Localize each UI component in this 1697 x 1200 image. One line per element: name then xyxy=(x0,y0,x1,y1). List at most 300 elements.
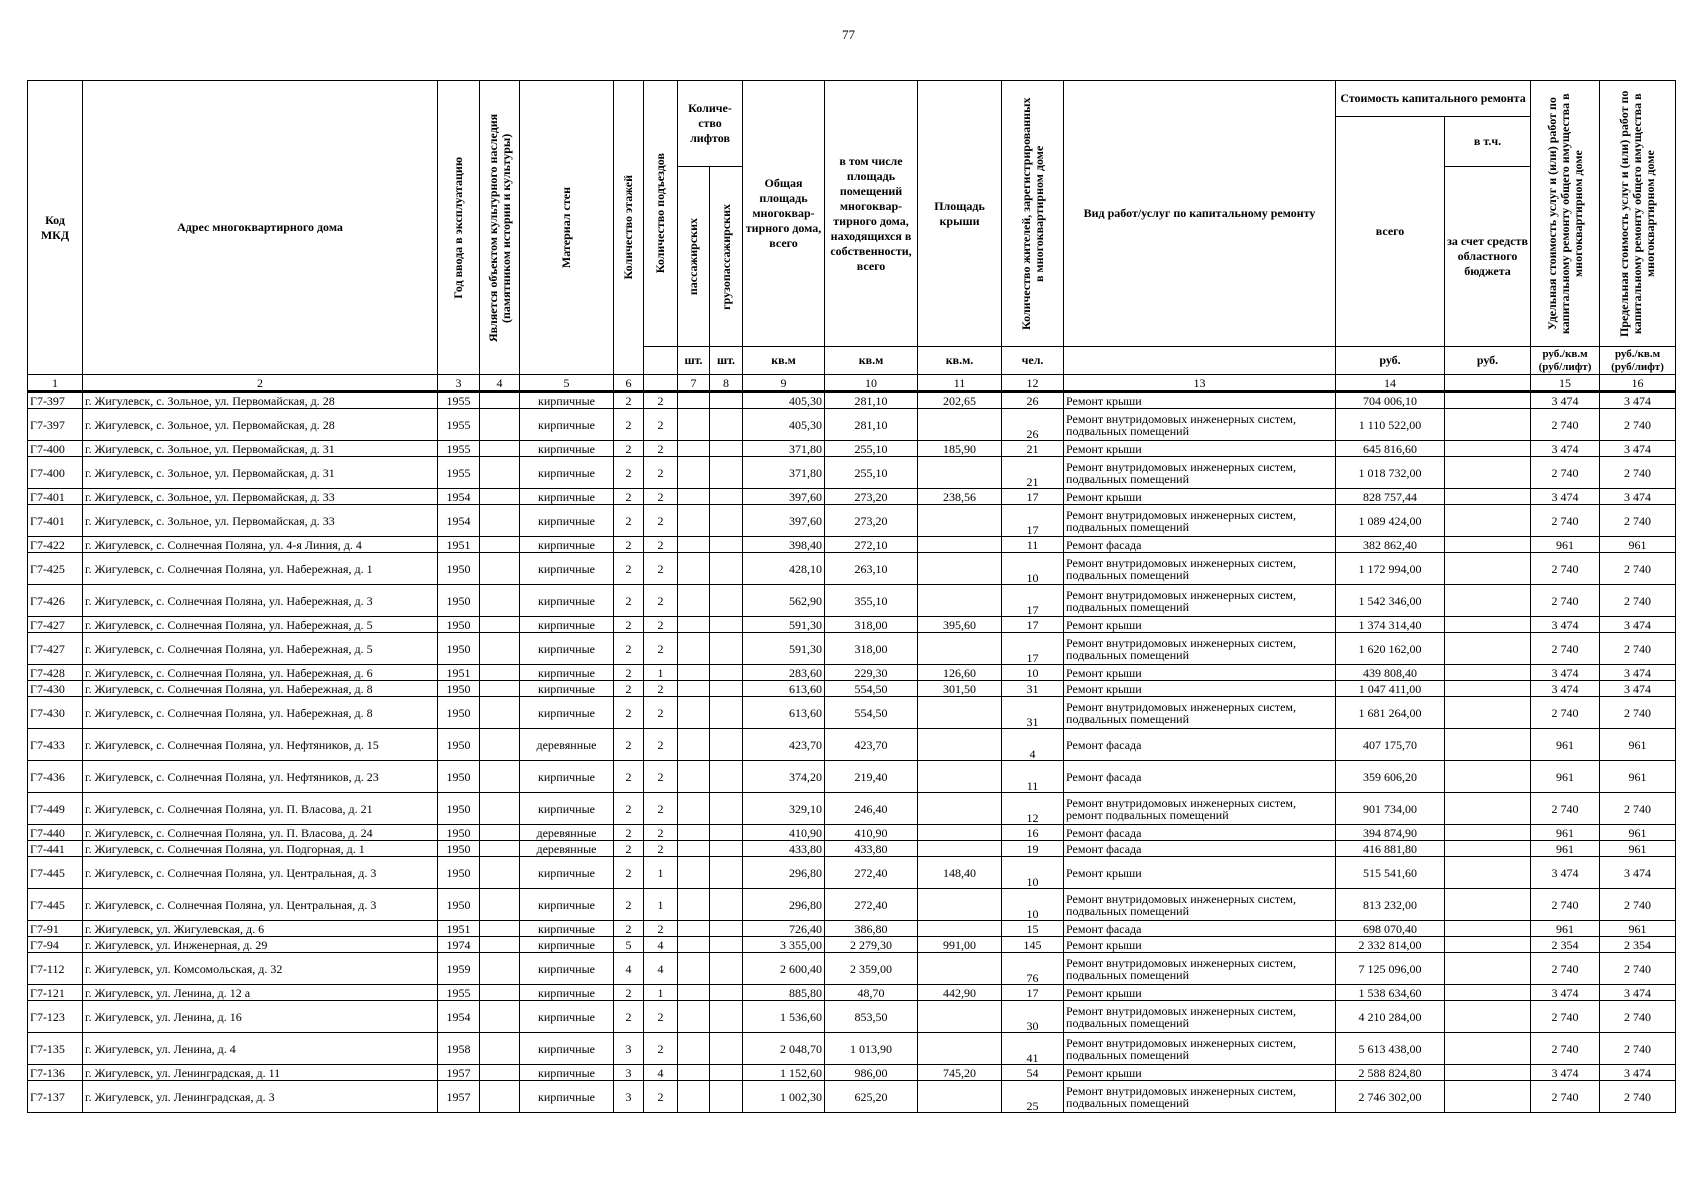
cell-material: кирпичные xyxy=(520,441,614,457)
cell-total: 329,10 xyxy=(743,793,825,825)
cell-unit: 961 xyxy=(1531,825,1600,841)
cell-unit: 2 740 xyxy=(1531,1081,1600,1113)
cell-total: 591,30 xyxy=(743,633,825,665)
cell-code: Г7-400 xyxy=(28,457,83,489)
column-number: 9 xyxy=(743,375,825,392)
unit-empty xyxy=(644,347,678,375)
cell-address: г. Жигулевск, с. Солнечная Поляна, ул. Нефтяников, д. 23 xyxy=(83,761,438,793)
column-number: 11 xyxy=(918,375,1002,392)
cell-empty xyxy=(1445,793,1531,825)
cell-empty xyxy=(1445,1065,1531,1081)
cell-cost: 1 374 314,40 xyxy=(1336,617,1445,633)
cell-empty xyxy=(678,921,710,937)
cell-empty xyxy=(710,1081,743,1113)
cell-code: Г7-401 xyxy=(28,489,83,505)
cell-address: г. Жигулевск, с. Солнечная Поляна, ул. Набережная, д. 8 xyxy=(83,697,438,729)
cell-total: 726,40 xyxy=(743,921,825,937)
cell-owned: 246,40 xyxy=(825,793,918,825)
column-number xyxy=(1445,375,1531,392)
cell-work: Ремонт внутридомовых инженерных систем, ремонт подвальных помещений xyxy=(1064,793,1336,825)
cell-entrances: 2 xyxy=(644,633,678,665)
cell-empty xyxy=(480,953,520,985)
cell-material: кирпичные xyxy=(520,1033,614,1065)
cell-work: Ремонт фасада xyxy=(1064,537,1336,553)
cell-owned: 219,40 xyxy=(825,761,918,793)
cell-empty xyxy=(710,1065,743,1081)
cell-roof xyxy=(918,921,1002,937)
cell-empty xyxy=(710,985,743,1001)
cell-empty xyxy=(480,585,520,617)
cell-entrances: 2 xyxy=(644,617,678,633)
cell-floors: 2 xyxy=(614,793,644,825)
cell-cost: 813 232,00 xyxy=(1336,889,1445,921)
cell-empty xyxy=(678,825,710,841)
column-numbers-row xyxy=(28,375,1676,392)
table-row xyxy=(28,665,1676,681)
cell-residents: 41 xyxy=(1002,1033,1064,1065)
cell-empty xyxy=(480,857,520,889)
unit-sqm: кв.м xyxy=(743,347,825,375)
cell-work: Ремонт фасада xyxy=(1064,729,1336,761)
cell-unit: 2 740 xyxy=(1531,793,1600,825)
cell-residents: 10 xyxy=(1002,857,1064,889)
cell-entrances: 2 xyxy=(644,553,678,585)
cell-cost: 359 606,20 xyxy=(1336,761,1445,793)
cell-empty xyxy=(710,889,743,921)
cell-residents: 10 xyxy=(1002,665,1064,681)
cell-work: Ремонт внутридомовых инженерных систем, подвальных помещений xyxy=(1064,457,1336,489)
cell-unit: 961 xyxy=(1531,921,1600,937)
cell-owned: 853,50 xyxy=(825,1001,918,1033)
cell-owned: 272,10 xyxy=(825,537,918,553)
cell-floors: 2 xyxy=(614,441,644,457)
cell-floors: 2 xyxy=(614,729,644,761)
cell-empty xyxy=(678,633,710,665)
cell-empty xyxy=(710,392,743,409)
cell-cost: 439 808,40 xyxy=(1336,665,1445,681)
cell-work: Ремонт фасада xyxy=(1064,921,1336,937)
unit-pcs: шт. xyxy=(710,347,743,375)
cell-empty xyxy=(480,537,520,553)
table-row xyxy=(28,457,1676,489)
cell-material: кирпичные xyxy=(520,761,614,793)
cell-unit: 2 740 xyxy=(1531,633,1600,665)
cell-empty xyxy=(480,1081,520,1113)
cell-empty xyxy=(1445,729,1531,761)
header-freight: грузопассажирских xyxy=(710,167,743,347)
cell-year: 1950 xyxy=(438,793,480,825)
cell-empty xyxy=(678,505,710,537)
cell-empty xyxy=(710,617,743,633)
cell-year: 1950 xyxy=(438,617,480,633)
cell-code: Г7-397 xyxy=(28,392,83,409)
page-number: 77 xyxy=(842,27,855,42)
header-address: Адрес многоквартирного дома xyxy=(83,81,438,375)
cell-entrances: 1 xyxy=(644,857,678,889)
cell-material: кирпичные xyxy=(520,392,614,409)
cell-material: кирпичные xyxy=(520,585,614,617)
cell-max: 3 474 xyxy=(1600,1065,1676,1081)
cell-owned: 229,30 xyxy=(825,665,918,681)
cell-material: кирпичные xyxy=(520,537,614,553)
cell-material: кирпичные xyxy=(520,857,614,889)
column-number: 13 xyxy=(1064,375,1336,392)
cell-code: Г7-441 xyxy=(28,841,83,857)
cell-owned: 554,50 xyxy=(825,681,918,697)
cell-empty xyxy=(1445,553,1531,585)
cell-total: 405,30 xyxy=(743,409,825,441)
cell-max: 2 740 xyxy=(1600,633,1676,665)
cell-empty xyxy=(710,409,743,441)
cell-residents: 15 xyxy=(1002,921,1064,937)
cell-owned: 48,70 xyxy=(825,985,918,1001)
unit-pcs: шт. xyxy=(678,347,710,375)
cell-address: г. Жигулевск, с. Солнечная Поляна, ул. 4-я Линия, д. 4 xyxy=(83,537,438,553)
column-number xyxy=(644,375,678,392)
cell-total: 3 355,00 xyxy=(743,937,825,953)
cell-year: 1955 xyxy=(438,985,480,1001)
cell-entrances: 2 xyxy=(644,921,678,937)
cell-empty xyxy=(678,681,710,697)
unit-rub: руб. xyxy=(1445,347,1531,375)
cell-residents: 21 xyxy=(1002,457,1064,489)
cell-owned: 410,90 xyxy=(825,825,918,841)
cell-total: 1 002,30 xyxy=(743,1081,825,1113)
cell-max: 2 740 xyxy=(1600,1001,1676,1033)
cell-residents: 11 xyxy=(1002,761,1064,793)
header-code: Код МКД xyxy=(28,81,83,375)
cell-empty xyxy=(1445,537,1531,553)
table-row xyxy=(28,441,1676,457)
cell-floors: 2 xyxy=(614,985,644,1001)
cell-code: Г7-433 xyxy=(28,729,83,761)
cell-unit: 3 474 xyxy=(1531,441,1600,457)
cell-max: 3 474 xyxy=(1600,681,1676,697)
cell-address: г. Жигулевск, ул. Комсомольская, д. 32 xyxy=(83,953,438,985)
cell-empty xyxy=(678,553,710,585)
cell-address: г. Жигулевск, с. Зольное, ул. Первомайская, д. 31 xyxy=(83,441,438,457)
cell-roof: 148,40 xyxy=(918,857,1002,889)
cell-roof: 202,65 xyxy=(918,392,1002,409)
cell-entrances: 2 xyxy=(644,505,678,537)
cell-year: 1955 xyxy=(438,441,480,457)
cell-empty xyxy=(710,457,743,489)
header-work-type: Вид работ/услуг по капитальному ремонту xyxy=(1064,81,1336,347)
cell-material: кирпичные xyxy=(520,889,614,921)
cell-entrances: 1 xyxy=(644,889,678,921)
table-row xyxy=(28,617,1676,633)
cell-empty xyxy=(480,681,520,697)
cell-code: Г7-445 xyxy=(28,889,83,921)
cell-total: 405,30 xyxy=(743,392,825,409)
cell-code: Г7-400 xyxy=(28,441,83,457)
cell-residents: 17 xyxy=(1002,617,1064,633)
cell-residents: 17 xyxy=(1002,633,1064,665)
cell-work: Ремонт крыши xyxy=(1064,1065,1336,1081)
cell-material: кирпичные xyxy=(520,457,614,489)
cell-empty xyxy=(480,1065,520,1081)
cell-empty xyxy=(678,937,710,953)
table-row xyxy=(28,553,1676,585)
cell-residents: 145 xyxy=(1002,937,1064,953)
cell-work: Ремонт внутридомовых инженерных систем, подвальных помещений xyxy=(1064,1081,1336,1113)
cell-empty xyxy=(678,953,710,985)
column-number: 12 xyxy=(1002,375,1064,392)
cell-year: 1950 xyxy=(438,585,480,617)
cell-residents: 10 xyxy=(1002,889,1064,921)
cell-residents: 31 xyxy=(1002,697,1064,729)
cell-unit: 3 474 xyxy=(1531,985,1600,1001)
column-number: 15 xyxy=(1531,375,1600,392)
column-number: 3 xyxy=(438,375,480,392)
cell-roof: 442,90 xyxy=(918,985,1002,1001)
cell-owned: 272,40 xyxy=(825,889,918,921)
table-row xyxy=(28,392,1676,409)
cell-cost: 1 681 264,00 xyxy=(1336,697,1445,729)
cell-work: Ремонт крыши xyxy=(1064,617,1336,633)
cell-residents: 31 xyxy=(1002,681,1064,697)
cell-unit: 961 xyxy=(1531,761,1600,793)
cell-roof: 126,60 xyxy=(918,665,1002,681)
cell-address: г. Жигулевск, с. Солнечная Поляна, ул. Набережная, д. 5 xyxy=(83,617,438,633)
cell-cost: 2 588 824,80 xyxy=(1336,1065,1445,1081)
cell-empty xyxy=(1445,761,1531,793)
cell-cost: 1 538 634,60 xyxy=(1336,985,1445,1001)
column-number: 1 xyxy=(28,375,83,392)
cell-unit: 2 740 xyxy=(1531,457,1600,489)
cell-empty xyxy=(480,457,520,489)
cell-cost: 7 125 096,00 xyxy=(1336,953,1445,985)
table-row xyxy=(28,489,1676,505)
cell-max: 3 474 xyxy=(1600,985,1676,1001)
cell-material: кирпичные xyxy=(520,953,614,985)
cell-material: кирпичные xyxy=(520,617,614,633)
table-row xyxy=(28,505,1676,537)
cell-empty xyxy=(678,1001,710,1033)
cell-total: 428,10 xyxy=(743,553,825,585)
cell-empty xyxy=(1445,633,1531,665)
cell-year: 1950 xyxy=(438,857,480,889)
cell-work: Ремонт внутридомовых инженерных систем, подвальных помещений xyxy=(1064,585,1336,617)
cell-material: кирпичные xyxy=(520,681,614,697)
cell-code: Г7-430 xyxy=(28,697,83,729)
cell-code: Г7-445 xyxy=(28,857,83,889)
cell-material: деревянные xyxy=(520,825,614,841)
cell-empty xyxy=(480,1033,520,1065)
cell-unit: 3 474 xyxy=(1531,665,1600,681)
cell-entrances: 2 xyxy=(644,1033,678,1065)
cell-work: Ремонт внутридомовых инженерных систем, подвальных помещений xyxy=(1064,633,1336,665)
cell-floors: 3 xyxy=(614,1065,644,1081)
cell-code: Г7-123 xyxy=(28,1001,83,1033)
cell-empty xyxy=(710,585,743,617)
cell-entrances: 2 xyxy=(644,489,678,505)
cell-cost: 828 757,44 xyxy=(1336,489,1445,505)
cell-work: Ремонт крыши xyxy=(1064,985,1336,1001)
table-row xyxy=(28,697,1676,729)
cell-empty xyxy=(678,1081,710,1113)
cell-floors: 5 xyxy=(614,937,644,953)
cell-empty xyxy=(1445,457,1531,489)
cell-roof: 301,50 xyxy=(918,681,1002,697)
header-roof-area: Площадь крыши xyxy=(918,81,1002,347)
cell-floors: 2 xyxy=(614,505,644,537)
cell-entrances: 2 xyxy=(644,697,678,729)
cell-material: кирпичные xyxy=(520,505,614,537)
cell-unit: 2 740 xyxy=(1531,585,1600,617)
cell-entrances: 1 xyxy=(644,665,678,681)
cell-empty xyxy=(710,921,743,937)
cell-empty xyxy=(678,857,710,889)
cell-work: Ремонт крыши xyxy=(1064,489,1336,505)
cell-empty xyxy=(710,1001,743,1033)
header-year: Год ввода в эксплуатацию xyxy=(438,81,480,375)
cell-residents: 21 xyxy=(1002,441,1064,457)
cell-cost: 698 070,40 xyxy=(1336,921,1445,937)
cell-empty xyxy=(1445,617,1531,633)
cell-unit: 2 740 xyxy=(1531,1001,1600,1033)
cell-code: Г7-427 xyxy=(28,633,83,665)
cell-unit: 961 xyxy=(1531,841,1600,857)
header-total-area: Общая площадь многоквар-тирного дома, всего xyxy=(743,81,825,347)
cell-max: 2 740 xyxy=(1600,953,1676,985)
header-passenger: пассажирских xyxy=(678,167,710,347)
cell-code: Г7-401 xyxy=(28,505,83,537)
cell-address: г. Жигулевск, с. Зольное, ул. Первомайская, д. 33 xyxy=(83,489,438,505)
header-owned-area: в том числе площадь помещений многоквар-тирного дома, находящихся в собственности, всего xyxy=(825,81,918,347)
cell-empty xyxy=(480,985,520,1001)
cell-max: 2 354 xyxy=(1600,937,1676,953)
cell-empty xyxy=(678,617,710,633)
table-row xyxy=(28,681,1676,697)
cell-cost: 515 541,60 xyxy=(1336,857,1445,889)
cell-max: 2 740 xyxy=(1600,1033,1676,1065)
cell-work: Ремонт крыши xyxy=(1064,857,1336,889)
column-number: 14 xyxy=(1336,375,1445,392)
cell-roof: 185,90 xyxy=(918,441,1002,457)
cell-material: кирпичные xyxy=(520,1001,614,1033)
cell-max: 2 740 xyxy=(1600,889,1676,921)
cell-code: Г7-449 xyxy=(28,793,83,825)
cell-work: Ремонт фасада xyxy=(1064,825,1336,841)
cell-address: г. Жигулевск, с. Зольное, ул. Первомайская, д. 31 xyxy=(83,457,438,489)
cell-floors: 3 xyxy=(614,1033,644,1065)
cell-max: 3 474 xyxy=(1600,857,1676,889)
cell-entrances: 2 xyxy=(644,841,678,857)
cell-floors: 2 xyxy=(614,761,644,793)
cell-address: г. Жигулевск, ул. Ленинградская, д. 11 xyxy=(83,1065,438,1081)
cell-owned: 281,10 xyxy=(825,392,918,409)
column-number: 6 xyxy=(614,375,644,392)
cell-address: г. Жигулевск, ул. Ленина, д. 4 xyxy=(83,1033,438,1065)
cell-material: кирпичные xyxy=(520,985,614,1001)
cell-floors: 2 xyxy=(614,392,644,409)
cell-roof xyxy=(918,1033,1002,1065)
cell-year: 1950 xyxy=(438,889,480,921)
cell-cost: 704 006,10 xyxy=(1336,392,1445,409)
cell-residents: 16 xyxy=(1002,825,1064,841)
cell-material: кирпичные xyxy=(520,633,614,665)
cell-empty xyxy=(1445,985,1531,1001)
cell-year: 1974 xyxy=(438,937,480,953)
cell-cost: 1 047 411,00 xyxy=(1336,681,1445,697)
cell-floors: 2 xyxy=(614,457,644,489)
cell-empty xyxy=(710,553,743,585)
cell-roof xyxy=(918,1001,1002,1033)
cell-empty xyxy=(710,505,743,537)
table-row xyxy=(28,1081,1676,1113)
cell-roof xyxy=(918,505,1002,537)
cell-empty xyxy=(678,889,710,921)
cell-total: 433,80 xyxy=(743,841,825,857)
cell-max: 961 xyxy=(1600,921,1676,937)
cell-empty xyxy=(480,937,520,953)
column-number: 5 xyxy=(520,375,614,392)
cell-empty xyxy=(710,441,743,457)
cell-max: 961 xyxy=(1600,729,1676,761)
cell-address: г. Жигулевск, с. Солнечная Поляна, ул. Набережная, д. 1 xyxy=(83,553,438,585)
cell-total: 371,80 xyxy=(743,457,825,489)
cell-empty xyxy=(710,537,743,553)
cell-total: 296,80 xyxy=(743,857,825,889)
cell-year: 1951 xyxy=(438,921,480,937)
cell-empty xyxy=(1445,585,1531,617)
cell-unit: 2 740 xyxy=(1531,1033,1600,1065)
cell-total: 423,70 xyxy=(743,729,825,761)
cell-year: 1955 xyxy=(438,457,480,489)
cell-entrances: 2 xyxy=(644,441,678,457)
cell-max: 2 740 xyxy=(1600,793,1676,825)
cell-cost: 5 613 438,00 xyxy=(1336,1033,1445,1065)
cell-material: деревянные xyxy=(520,841,614,857)
cell-entrances: 2 xyxy=(644,1081,678,1113)
cell-empty xyxy=(1445,441,1531,457)
cell-empty xyxy=(710,937,743,953)
cell-empty xyxy=(480,761,520,793)
cell-residents: 12 xyxy=(1002,793,1064,825)
cell-floors: 2 xyxy=(614,889,644,921)
cell-year: 1955 xyxy=(438,409,480,441)
header-entrances: Количество подъездов xyxy=(644,81,678,347)
cell-empty xyxy=(678,441,710,457)
cell-empty xyxy=(480,889,520,921)
cell-code: Г7-94 xyxy=(28,937,83,953)
cell-cost: 1 018 732,00 xyxy=(1336,457,1445,489)
cell-owned: 2 279,30 xyxy=(825,937,918,953)
cell-max: 961 xyxy=(1600,537,1676,553)
cell-empty xyxy=(710,825,743,841)
cell-max: 961 xyxy=(1600,825,1676,841)
column-number: 8 xyxy=(710,375,743,392)
cell-max: 2 740 xyxy=(1600,457,1676,489)
cell-roof xyxy=(918,553,1002,585)
cell-empty xyxy=(480,697,520,729)
cell-entrances: 2 xyxy=(644,585,678,617)
table-row xyxy=(28,1001,1676,1033)
header-residents: Количество жителей, зарегистрированных в многоквартирном доме xyxy=(1002,81,1064,347)
cell-empty xyxy=(678,489,710,505)
cell-code: Г7-440 xyxy=(28,825,83,841)
cell-empty xyxy=(710,633,743,665)
cell-max: 961 xyxy=(1600,761,1676,793)
cell-max: 3 474 xyxy=(1600,392,1676,409)
cell-empty xyxy=(480,617,520,633)
cell-floors: 2 xyxy=(614,825,644,841)
column-number: 16 xyxy=(1600,375,1676,392)
cell-year: 1950 xyxy=(438,681,480,697)
cell-empty xyxy=(678,761,710,793)
cell-entrances: 4 xyxy=(644,937,678,953)
